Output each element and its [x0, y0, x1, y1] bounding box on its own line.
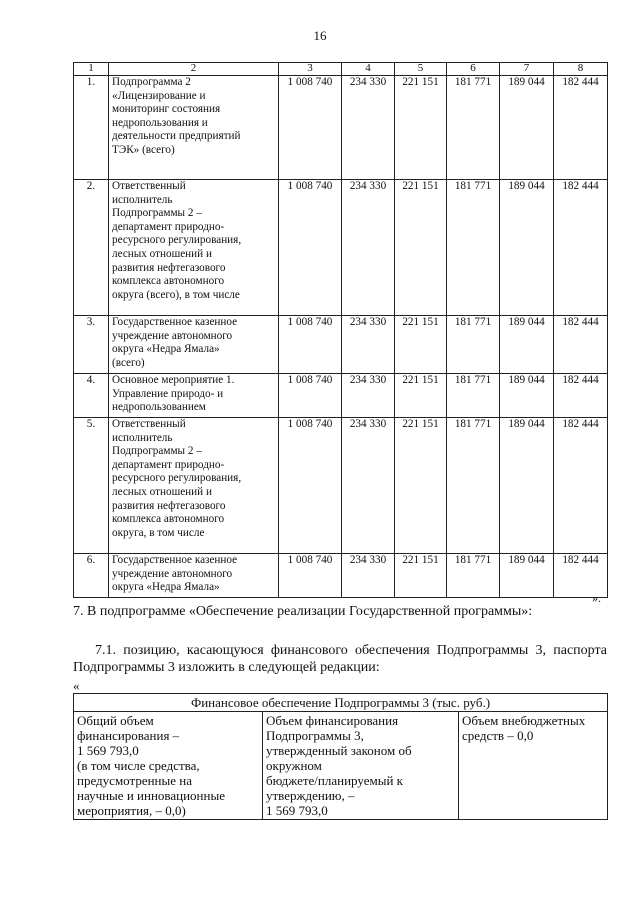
value-col-3: 1 008 740: [279, 374, 342, 418]
value-col-7: 189 044: [500, 76, 554, 180]
finance-table: [73, 693, 608, 820]
value-col-8: 182 444: [554, 374, 608, 418]
value-col-6: 181 771: [447, 374, 500, 418]
value-col-4: 234 330: [342, 554, 395, 598]
row-name: Ответственный исполнитель Подпрограммы 2 – департамент природно- ресурсного регулирования, лесных отношений и развития нефтегазового комплекса автономного округа (всего), в том числе: [109, 180, 279, 316]
total-funding-cell: Общий объем финансирования – 1 569 793,0 (в том числе средства, предусмотренные на научные и инновационные мероприятия, – 0,0): [74, 712, 263, 820]
row-number: 2.: [74, 180, 109, 316]
column-header: 8: [554, 63, 608, 76]
value-col-3: 1 008 740: [279, 554, 342, 598]
row-name: Подпрограмма 2 «Лицензирование и мониторинг состояния недропользования и деятельности предприятий ТЭК» (всего): [109, 76, 279, 180]
column-header: 2: [109, 63, 279, 76]
value-col-6: 181 771: [447, 76, 500, 180]
column-header: 3: [279, 63, 342, 76]
table-row: [74, 76, 608, 180]
table-row: [74, 180, 608, 316]
column-header: 4: [342, 63, 395, 76]
table-row: [74, 374, 608, 418]
value-col-5: 221 151: [395, 418, 447, 554]
row-name: Государственное казенное учреждение автономного округа «Недра Ямала»: [109, 554, 279, 598]
page-number: 16: [313, 28, 327, 43]
value-col-8: 182 444: [554, 418, 608, 554]
value-col-6: 181 771: [447, 418, 500, 554]
column-header: 5: [395, 63, 447, 76]
value-col-7: 189 044: [500, 418, 554, 554]
value-col-5: 221 151: [395, 76, 447, 180]
value-col-8: 182 444: [554, 316, 608, 374]
value-col-5: 221 151: [395, 374, 447, 418]
column-header: 6: [447, 63, 500, 76]
table-header-row: [74, 63, 608, 76]
value-col-5: 221 151: [395, 180, 447, 316]
row-number: 3.: [74, 316, 109, 374]
value-col-6: 181 771: [447, 554, 500, 598]
paragraph-7: 7. В подпрограмме «Обеспечение реализации Государственной программы»:: [73, 604, 533, 619]
value-col-7: 189 044: [500, 180, 554, 316]
finance-header-row: [74, 694, 608, 712]
value-col-8: 182 444: [554, 180, 608, 316]
row-name: Государственное казенное учреждение автономного округа «Недра Ямала» (всего): [109, 316, 279, 374]
table-row: [74, 316, 608, 374]
opening-quote: «: [73, 678, 80, 693]
value-col-4: 234 330: [342, 76, 395, 180]
value-col-3: 1 008 740: [279, 418, 342, 554]
approved-funding-cell: Объем финансирования Подпрограммы 3, утвержденный законом об окружном бюджете/планируемый к утверждению, – 1 569 793,0: [263, 712, 459, 820]
paragraph-7-1: 7.1. позицию, касающуюся финансового обеспечения Подпрограммы 3, паспорта Подпрограммы 3 изложить в следующей редакции:: [73, 643, 607, 675]
value-col-7: 189 044: [500, 554, 554, 598]
value-col-3: 1 008 740: [279, 180, 342, 316]
column-header: 7: [500, 63, 554, 76]
value-col-4: 234 330: [342, 180, 395, 316]
finance-row: [74, 712, 608, 820]
row-number: 5.: [74, 418, 109, 554]
value-col-8: 182 444: [554, 554, 608, 598]
value-col-7: 189 044: [500, 374, 554, 418]
value-col-3: 1 008 740: [279, 316, 342, 374]
value-col-5: 221 151: [395, 316, 447, 374]
funding-table: [73, 62, 608, 598]
value-col-7: 189 044: [500, 316, 554, 374]
value-col-8: 182 444: [554, 76, 608, 180]
table-row: [74, 418, 608, 554]
value-col-3: 1 008 740: [279, 76, 342, 180]
value-col-4: 234 330: [342, 316, 395, 374]
table-row: [74, 554, 608, 598]
value-col-4: 234 330: [342, 374, 395, 418]
value-col-6: 181 771: [447, 180, 500, 316]
value-col-5: 221 151: [395, 554, 447, 598]
row-number: 4.: [74, 374, 109, 418]
finance-table-title: Финансовое обеспечение Подпрограммы 3 (тыс. руб.): [74, 694, 608, 712]
extra-budget-cell: Объем внебюджетных средств – 0,0: [459, 712, 608, 820]
row-name: Ответственный исполнитель Подпрограммы 2 – департамент природно- ресурсного регулирования, лесных отношений и развития нефтегазового комплекса автономного округа, в том числе: [109, 418, 279, 554]
row-number: 6.: [74, 554, 109, 598]
column-header: 1: [74, 63, 109, 76]
row-number: 1.: [74, 76, 109, 180]
value-col-6: 181 771: [447, 316, 500, 374]
closing-quote: ».: [592, 591, 601, 605]
value-col-4: 234 330: [342, 418, 395, 554]
row-name: Основное мероприятие 1. Управление природо- и недропользованием: [109, 374, 279, 418]
